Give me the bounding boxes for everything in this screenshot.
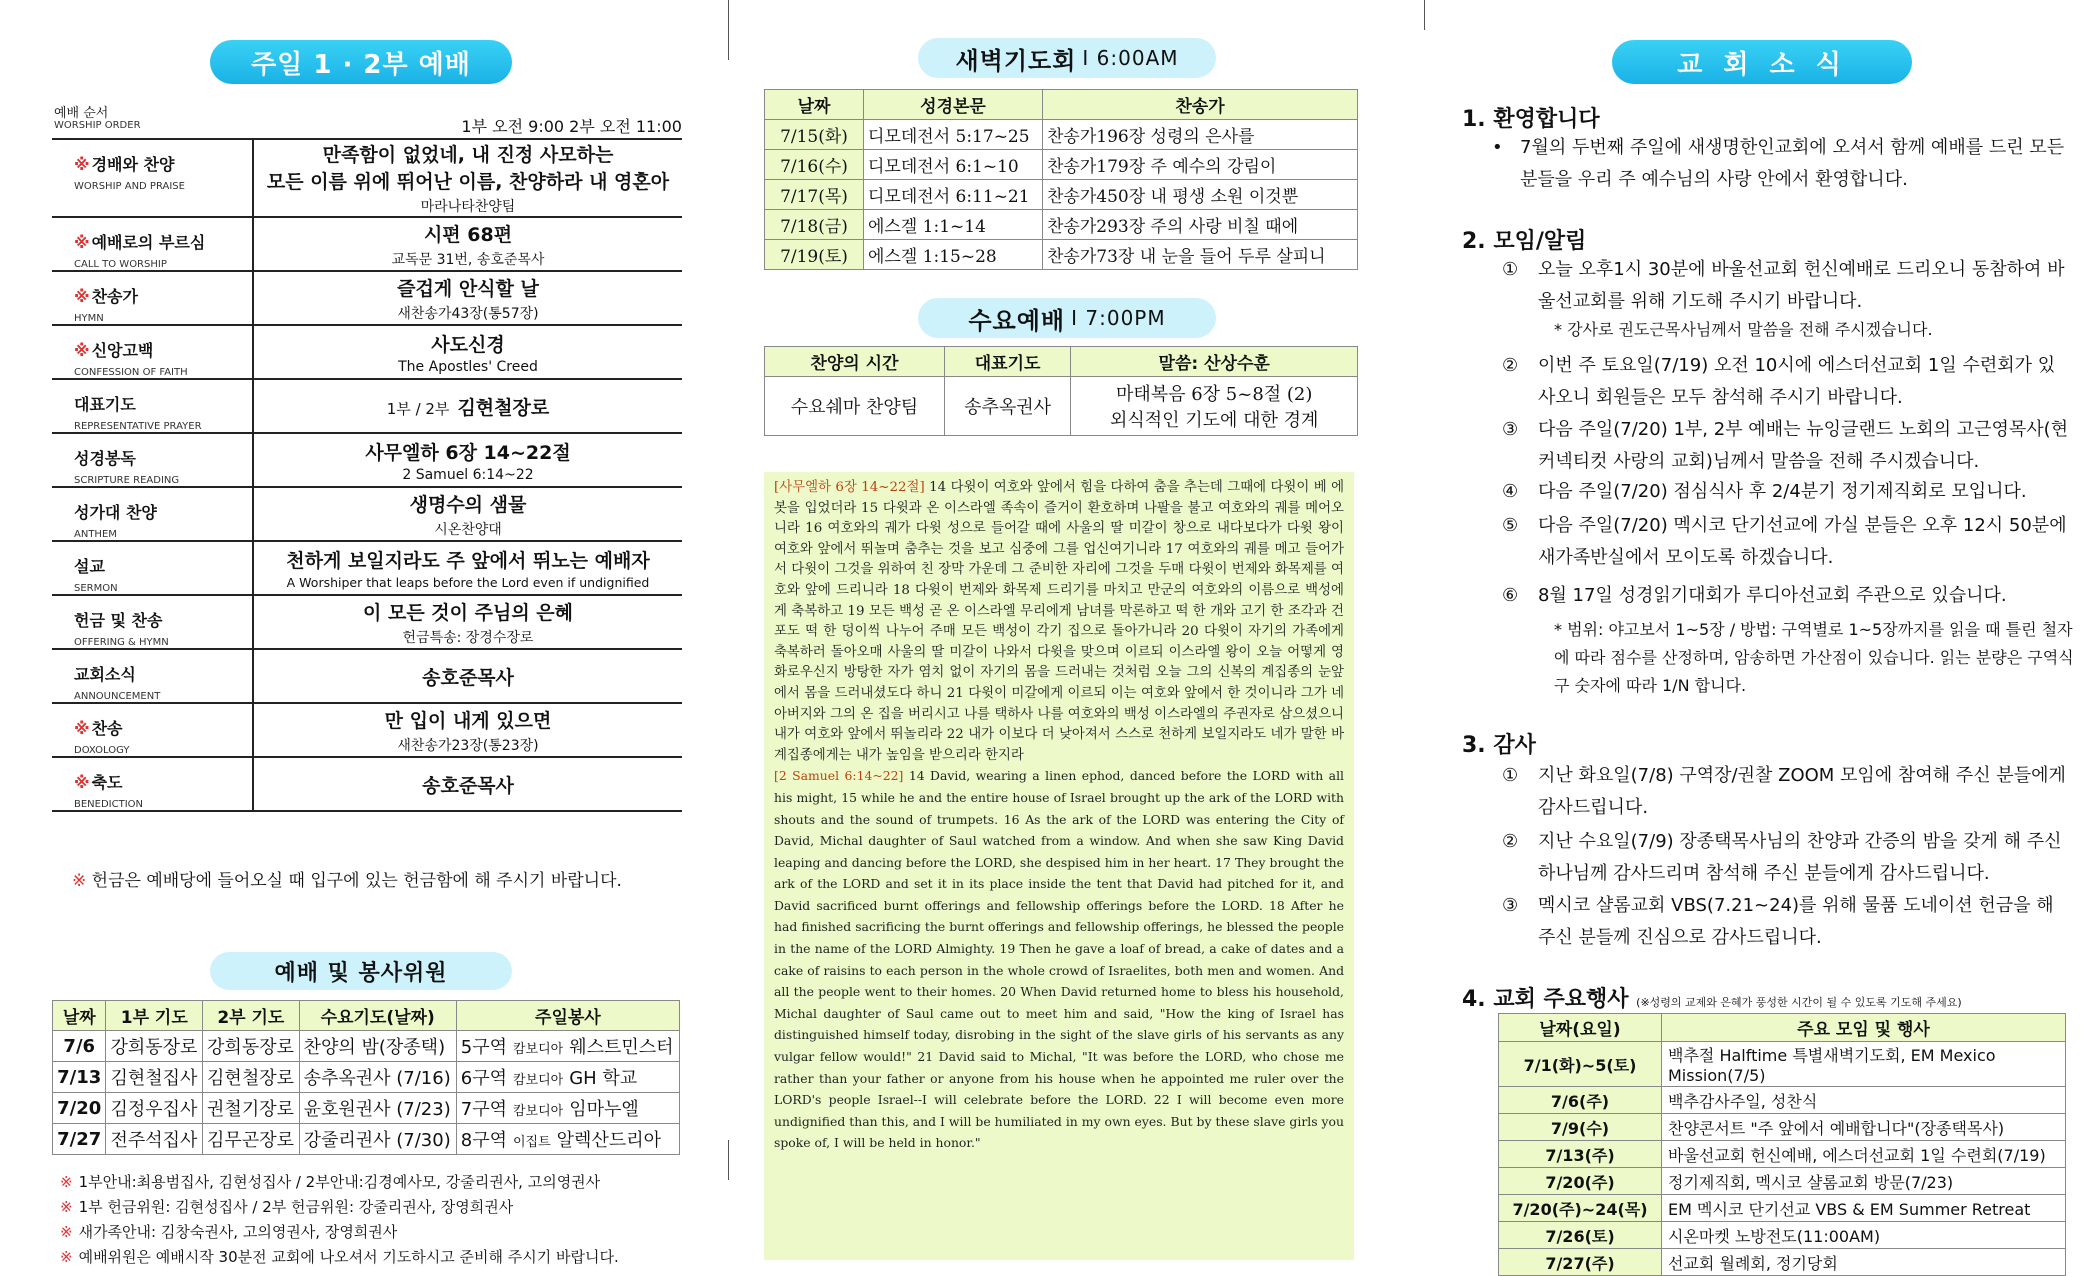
events-row xyxy=(1499,1042,2066,1087)
dawn-header-cell: 날짜 xyxy=(765,90,864,120)
service-duty-cell xyxy=(456,1093,679,1124)
order-label-en: ANNOUNCEMENT xyxy=(74,691,161,702)
service-note-text: 예배위원은 예배시작 30분전 교회에 나오셔서 기도하시고 준비해 주시기 바랍니다. xyxy=(78,1248,619,1266)
event-desc: 선교회 월례회, 정기당회 xyxy=(1662,1249,2066,1276)
numbered-item xyxy=(1502,826,2072,890)
order-label-text: 성경봉독 xyxy=(74,449,136,468)
dawn-cell: 찬송가73장 내 눈을 들어 두루 살피니 xyxy=(1043,240,1358,270)
item-text: 지난 화요일(7/8) 구역장/권찰 ZOOM 모임에 참여해 주신 분들에게 감사드립니다. xyxy=(1538,765,2066,818)
dawn-cell: 7/16(수) xyxy=(765,150,864,180)
order-label xyxy=(52,541,253,595)
wed-sermon-cell xyxy=(1071,377,1358,436)
order-label-en: SCRIPTURE READING xyxy=(74,475,180,486)
order-main xyxy=(254,220,682,247)
order-label xyxy=(52,379,253,433)
item-text: 멕시코 샬롬교회 VBS(7.21~24)를 위해 물품 도네이션 헌금을 해 주신 분들께 진심으로 감사드립니다. xyxy=(1538,895,2054,948)
order-main-text: 만족함이 없었네, 내 진정 사모하는 xyxy=(322,144,614,166)
church-news-column xyxy=(1462,0,2072,1275)
service-cell: 7/13 xyxy=(53,1062,106,1093)
required-star-icon: ※ xyxy=(74,773,90,792)
order-row xyxy=(52,595,682,649)
order-label-ko xyxy=(74,284,252,307)
order-value xyxy=(253,433,682,487)
order-value xyxy=(253,487,682,541)
order-value xyxy=(253,595,682,649)
events-header-cell: 날짜(요일) xyxy=(1499,1014,1662,1042)
item-number: ③ xyxy=(1502,419,1519,440)
wed-header-row xyxy=(765,347,1358,377)
order-label xyxy=(52,139,253,217)
scripture-ref-ko: [사무엘하 6장 14~22절] xyxy=(774,480,925,495)
numbered-item xyxy=(1502,760,2072,824)
order-label-text: 경배와 찬양 xyxy=(91,155,175,174)
scripture-ko: 14 다윗이 여호와 앞에서 힘을 다하여 춤을 추는데 그때에 다윗이 베 에봇을 입었더라 15 다윗과 온 이스라엘 족속이 즐거이 환호하며 나팔을 불고 여호와의 궤를 메어오니라 16 여호와의 궤가 다윗 성으로 들어갈 때에 사울의 딸 미갈이 창으로 내다보다가 다윗 왕이 여호와 앞에서 뛰놀며 춤추는 것을 보고 심중에 그를 업신여기니라 17 여호와의 궤를 메고 들어가서 다윗이 그것을 위하여 친 장막 가운데 그 준비한 자리에 그것을 두매 다윗이 번제와 화목제를 여호와 앞에 드리니라 18 다윗이 번제와 화목제 드리기를 마치고 만군의 여호와의 이름으로 백성에게 축복하고 19 모든 백성 곧 온 이스라엘 무리에게 남녀를 막론하고 떡 한 개와 고기 한 조각과 건포도 떡 한 덩이씩 나누어 주매 모든 백성이 각기 집으로 돌아가니라 20 다윗이 자기의 가족에게 축복하러 돌아오매 사울의 딸 미갈이 나와서 다윗을 맞으며 이르되 이스라엘 왕이 오늘 어떻게 영화로우신지 방탕한 자가 염치 없이 자기의 몸을 드러내는 것처럼 오늘 그의 신복의 계집종의 눈앞에서 몸을 드러내셨도다 하니 21 다윗이 미갈에게 이르되 이는 여호와 앞에서 한 것이니라 그가 네 아버지와 그의 온 집을 버리시고 나를 택하사 나를 여호와의 백성 이스라엘의 주권자로 삼으셨으니 내가 여호와 앞에서 뛰놀리라 22 내가 이보다 더 낮아져서 스스로 천하게 보일지라도 네가 말한 바 계집종에게는 내가 높임을 받으리라 한지라 xyxy=(774,480,1345,763)
note-star-icon: ※ xyxy=(60,1248,73,1266)
order-label-ko xyxy=(74,608,252,631)
service-committee-table xyxy=(52,1000,680,1155)
service-note-text: 1부 헌금위원: 김현성집사 / 2부 헌금위원: 강줄리권사, 장영희권사 xyxy=(78,1198,514,1216)
order-label-en: DOXOLOGY xyxy=(74,745,130,756)
duty-place: 알렉산드리아 xyxy=(556,1130,661,1151)
order-label-ko xyxy=(74,392,252,415)
weekday-worship-column xyxy=(758,0,1375,1275)
dawn-row xyxy=(765,120,1358,150)
order-row xyxy=(52,703,682,757)
required-star-icon: ※ xyxy=(74,719,90,738)
order-sub: A Worshiper that leaps before the Lord even if undignified xyxy=(286,575,650,590)
events-row xyxy=(1499,1114,2066,1141)
required-star-icon: ※ xyxy=(74,287,90,306)
item-number: ⑥ xyxy=(1502,585,1519,606)
offering-note: ※ 헌금은 예배당에 들어오실 때 입구에 있는 헌금함에 해 주시기 바랍니다. xyxy=(72,871,622,891)
order-label-text: 찬송가 xyxy=(91,287,138,306)
duty-place: GH 학교 xyxy=(569,1068,638,1089)
order-label-text: 헌금 및 찬송 xyxy=(74,611,163,630)
order-label xyxy=(52,703,253,757)
order-main-text: 시편 68편 xyxy=(423,223,513,246)
duty-place: 웨스트민스터 xyxy=(569,1037,674,1058)
required-star-icon: ※ xyxy=(74,233,90,252)
order-row xyxy=(52,139,682,217)
event-date: 7/9(수) xyxy=(1499,1114,1662,1141)
order-value xyxy=(253,139,682,217)
order-main xyxy=(254,663,682,690)
order-label-ko xyxy=(74,500,252,523)
wed-header-cell: 대표기도 xyxy=(944,347,1070,377)
order-label-ko xyxy=(74,662,252,685)
order-main xyxy=(254,546,682,573)
item-number: ③ xyxy=(1502,895,1519,916)
scripture-en: 14 David, wearing a linen ephod, danced before the LORD with all his might, 15 while he and the entire house of Israel brought up the ark of the LORD with shouts and the sound of trumpets. 16 As the ark of the LORD was entering the City of David, Michal daughter of Saul watched from a window. And when she saw King David leaping and dancing before the LORD, she despised him in her heart. 17 They brought the ark of the LORD and set it in its place inside the tent that David had pitched for it, and David sacrificed burnt offerings and fellowship offerings before the LORD. 18 After he had finished sacrificing the burnt offerings and fellowship offerings, he blessed the people in the name of the LORD Almighty. 19 Then he gave a loaf of bread, a cake of dates and a cake of raisins to each person in the whole crowd of Israelites, both men and women. And all the people went to their homes. 20 When David returned home to bless his household, Michal daughter of Saul came out to meet him and said, "How the king of Israel has distinguished himself today, disrobing in the sight of the slave girls of his servants as any vulgar fellow would!" 21 David said to Michal, "It was before the LORD, who chose me rather than your father or anyone from his house when he appointed me ruler over the LORD's people Israel--I will celebrate before the LORD. 22 I will become even more undignified than this, and I will be humiliated in my own eyes. But by these slave girls you spoke of, I will be held in honor." xyxy=(774,768,1344,1151)
order-main xyxy=(254,140,682,194)
order-label-en: ANTHEM xyxy=(74,529,117,540)
dawn-cell: 7/19(토) xyxy=(765,240,864,270)
events-row xyxy=(1499,1195,2066,1222)
dawn-prayer-title: 새벽기도회 I 6:00AM xyxy=(918,38,1216,78)
order-main-text: 천하게 보일지라도 주 앞에서 뛰노는 예배자 xyxy=(286,550,650,572)
wed-cell: 송추옥권사 xyxy=(944,377,1070,436)
numbered-item xyxy=(1502,254,2072,318)
wed-header-cell: 찬양의 시간 xyxy=(765,347,945,377)
event-desc: 시온마켓 노방전도(11:00AM) xyxy=(1662,1222,2066,1249)
wed-header-cell: 말씀: 산상수훈 xyxy=(1071,347,1358,377)
service-cell: 김정우집사 xyxy=(106,1093,203,1124)
order-main xyxy=(254,771,682,798)
service-row xyxy=(53,1093,680,1124)
order-label-text: 설교 xyxy=(74,557,105,576)
event-desc: 찬양콘서트 "주 앞에서 예배합니다"(장종택목사) xyxy=(1662,1114,2066,1141)
order-label-en: SERMON xyxy=(74,583,118,594)
sunday-worship-column xyxy=(52,0,682,1275)
item-text: 다음 주일(7/20) 멕시코 단기선교에 가실 분들은 오후 12시 50분에 새가족반실에서 모이도록 하겠습니다. xyxy=(1538,515,2067,568)
order-label-ko xyxy=(74,554,252,577)
order-row xyxy=(52,217,682,271)
speaker-note: * 강사로 권도근목사님께서 말씀을 전해 주시겠습니다. xyxy=(1554,320,1933,339)
dawn-cell: 7/18(금) xyxy=(765,210,864,240)
order-label-ko xyxy=(74,230,252,253)
order-value xyxy=(253,541,682,595)
events-row xyxy=(1499,1087,2066,1114)
column-divider-left-bottom xyxy=(728,1140,729,1180)
duty-district: 5구역 xyxy=(460,1037,507,1058)
service-notes xyxy=(60,1170,700,1270)
event-desc: 백추절 Halftime 특별새벽기도회, EM Mexico Mission(7/5) xyxy=(1662,1042,2066,1087)
duty-district: 7구역 xyxy=(460,1099,507,1120)
order-main-text-2: 모든 이름 위에 뛰어난 이름, 찬양하라 내 영혼아 xyxy=(266,171,670,193)
order-main-text: 사도신경 xyxy=(431,333,505,356)
service-cell: 권철기장로 xyxy=(203,1093,300,1124)
service-header-cell: 날짜 xyxy=(53,1001,106,1031)
order-row xyxy=(52,541,682,595)
order-main-text: 이 모든 것이 주님의 은혜 xyxy=(363,601,573,624)
order-main xyxy=(254,393,682,420)
reading-contest-note: * 범위: 야고보서 1~5장 / 방법: 구역별로 1~5장까지를 읽을 때 틀린 철자에 따라 점수를 산정하며, 암송하면 가산점이 있습니다. 읽는 분량은 구역식구 숫자에 따라 1/N 합니다. xyxy=(1554,620,2074,695)
order-label xyxy=(52,217,253,271)
order-label xyxy=(52,595,253,649)
order-label-en: REPRESENTATIVE PRAYER xyxy=(74,421,202,432)
duty-district: 6구역 xyxy=(460,1068,507,1089)
service-duty-cell xyxy=(456,1031,679,1062)
note-star-icon: ※ xyxy=(72,871,87,891)
dawn-prayer-table xyxy=(764,89,1358,270)
duty-country: 캄보디아 xyxy=(512,1104,564,1119)
order-sub: 교독문 31번, 송호준목사 xyxy=(391,251,545,268)
order-sub: 마라나타찬양팀 xyxy=(420,199,516,215)
service-note xyxy=(60,1220,700,1245)
dawn-cell: 찬송가293장 주의 사랑 비칠 때에 xyxy=(1043,210,1358,240)
service-cell: 윤호원권사 (7/23) xyxy=(299,1093,456,1124)
order-value xyxy=(253,217,682,271)
event-date: 7/13(주) xyxy=(1499,1141,1662,1168)
order-sub: 새찬송가43장(통57장) xyxy=(397,305,539,322)
wed-sermon-title: 외식적인 기도에 대한 경계 xyxy=(1109,410,1319,431)
service-cell: 송추옥권사 (7/16) xyxy=(299,1062,456,1093)
order-main xyxy=(254,438,682,465)
welcome-section-title: 1. 환영합니다 xyxy=(1462,107,1600,132)
order-sub: 헌금특송: 장경수장로 xyxy=(402,629,534,646)
order-label-ko xyxy=(74,446,252,469)
item-number: ① xyxy=(1502,259,1519,280)
event-desc: 바울선교회 헌신예배, 에스더선교회 1일 수련회(7/19) xyxy=(1662,1141,2066,1168)
dawn-row xyxy=(765,150,1358,180)
service-note xyxy=(60,1195,700,1220)
service-cell: 7/6 xyxy=(53,1031,106,1062)
service-times: 1부 오전 9:00 2부 오전 11:00 xyxy=(461,117,682,136)
dawn-header-cell: 성경본문 xyxy=(864,90,1043,120)
dawn-row xyxy=(765,240,1358,270)
order-label-text: 교회소식 xyxy=(74,665,136,684)
numbered-item xyxy=(1502,476,2072,508)
worship-order-header xyxy=(52,100,682,136)
order-row xyxy=(52,757,682,811)
dawn-cell: 에스겔 1:1~14 xyxy=(864,210,1043,240)
required-star-icon: ※ xyxy=(74,155,90,174)
duty-country: 캄보디아 xyxy=(512,1073,564,1088)
order-label xyxy=(52,325,253,379)
service-note-text: 새가족안내: 김창숙권사, 고의영권사, 장영희권사 xyxy=(78,1223,398,1241)
order-main-prefix: 1부 / 2부 xyxy=(386,399,450,418)
service-header-cell: 주일봉사 xyxy=(456,1001,679,1031)
order-label-text: 예배로의 부르심 xyxy=(91,233,206,252)
wed-cell: 수요쉐마 찬양팀 xyxy=(765,377,945,436)
order-label-en: BENEDICTION xyxy=(74,799,144,810)
item-text: 지난 수요일(7/9) 장종택목사님의 찬양과 간증의 밤을 갖게 해 주신 하나님께 감사드리며 참석해 주신 분들에게 감사드립니다. xyxy=(1538,831,2062,884)
order-row xyxy=(52,649,682,703)
events-row xyxy=(1499,1168,2066,1195)
service-cell: 김현철장로 xyxy=(203,1062,300,1093)
worship-order-table xyxy=(52,138,682,812)
order-main xyxy=(254,706,682,733)
dawn-row xyxy=(765,210,1358,240)
service-cell: 7/27 xyxy=(53,1124,106,1155)
order-main-text: 즐겁게 안식할 날 xyxy=(397,277,539,300)
wed-sermon-passage: 마태복음 6장 5~8절 (2) xyxy=(1115,384,1313,405)
required-star-icon: ※ xyxy=(74,341,90,360)
order-label-text: 성가대 찬양 xyxy=(74,503,157,522)
bullet-icon: • xyxy=(1492,137,1503,158)
event-date: 7/6(주) xyxy=(1499,1087,1662,1114)
order-label-text: 신앙고백 xyxy=(91,341,154,360)
duty-country: 캄보디아 xyxy=(512,1042,564,1057)
dawn-header-row xyxy=(765,90,1358,120)
service-cell: 강희동장로 xyxy=(203,1031,300,1062)
service-cell: 찬양의 밤(장종택) xyxy=(299,1031,456,1062)
service-note-text: 1부안내:최용범집사, 김현성집사 / 2부안내:김경예사모, 강줄리권사, 고의영권사 xyxy=(78,1173,601,1191)
order-sub: 새찬송가23장(통23장) xyxy=(397,737,539,754)
order-sub: 2 Samuel 6:14~22 xyxy=(402,466,534,483)
order-label-text: 대표기도 xyxy=(74,395,136,414)
order-label xyxy=(52,271,253,325)
order-sub: The Apostles' Creed xyxy=(398,358,538,375)
order-row xyxy=(52,487,682,541)
item-number: ② xyxy=(1502,831,1519,852)
service-cell: 7/20 xyxy=(53,1093,106,1124)
event-desc: EM 멕시코 단기선교 VBS & EM Summer Retreat xyxy=(1662,1195,2066,1222)
service-cell: 김무곤장로 xyxy=(203,1124,300,1155)
order-main xyxy=(254,598,682,625)
service-cell: 전주석집사 xyxy=(106,1124,203,1155)
dawn-cell: 디모데전서 5:17~25 xyxy=(864,120,1043,150)
service-note xyxy=(60,1245,700,1270)
church-news-title: 교 회 소 식 xyxy=(1612,40,1912,84)
item-number: ⑤ xyxy=(1502,515,1519,536)
service-note xyxy=(60,1170,700,1195)
order-label xyxy=(52,757,253,811)
order-value xyxy=(253,649,682,703)
order-main xyxy=(254,490,682,517)
order-value xyxy=(253,703,682,757)
service-row xyxy=(53,1062,680,1093)
order-label-ko xyxy=(74,338,252,361)
note-star-icon: ※ xyxy=(60,1173,73,1191)
events-table xyxy=(1498,1013,2066,1276)
dawn-row xyxy=(765,180,1358,210)
service-committee-title: 예배 및 봉사위원 xyxy=(210,952,512,990)
order-main-text: 송호준목사 xyxy=(422,666,514,689)
item-text: 다음 주일(7/20) 1부, 2부 예배는 뉴잉글랜드 노회의 고근영목사(현 커넥티컷 사랑의 교회)님께서 말씀을 전해 주시겠습니다. xyxy=(1538,419,2069,472)
event-date: 7/20(주)~24(목) xyxy=(1499,1195,1662,1222)
thanks-section-title: 3. 감사 xyxy=(1462,733,1536,758)
order-label-en: CONFESSION OF FAITH xyxy=(74,367,188,378)
numbered-item xyxy=(1502,414,2072,478)
order-label-ko xyxy=(74,152,252,175)
numbered-item xyxy=(1502,580,2072,612)
numbered-item xyxy=(1502,510,2072,574)
order-row xyxy=(52,271,682,325)
wed-row xyxy=(765,377,1358,436)
note-star-icon: ※ xyxy=(60,1223,73,1241)
event-desc: 정기제직회, 멕시코 샬롬교회 방문(7/23) xyxy=(1662,1168,2066,1195)
event-date: 7/20(주) xyxy=(1499,1168,1662,1195)
order-main-text: 사무엘하 6장 14~22절 xyxy=(365,441,571,464)
order-main-text: 김현철장로 xyxy=(457,396,550,419)
events-note: (※성령의 교제와 은혜가 풍성한 시간이 될 수 있도록 기도해 주세요) xyxy=(1636,996,1962,1009)
order-row xyxy=(52,325,682,379)
order-label xyxy=(52,649,253,703)
dawn-cell: 디모데전서 6:11~21 xyxy=(864,180,1043,210)
service-duty-cell xyxy=(456,1124,679,1155)
duty-district: 8구역 xyxy=(460,1130,507,1151)
scripture-ref-en: [2 Samuel 6:14~22] xyxy=(774,768,904,784)
order-label-en: OFFERING & HYMN xyxy=(74,637,169,648)
order-value xyxy=(253,757,682,811)
order-row xyxy=(52,379,682,433)
order-label-text: 찬송 xyxy=(91,719,123,738)
dawn-cell: 찬송가196장 성령의 은사를 xyxy=(1043,120,1358,150)
column-divider-left xyxy=(728,0,729,60)
service-cell: 김현철집사 xyxy=(106,1062,203,1093)
service-cell: 강줄리권사 (7/30) xyxy=(299,1124,456,1155)
worship-order-label-en: WORSHIP ORDER xyxy=(54,120,141,131)
column-divider-right xyxy=(1424,0,1425,30)
event-date: 7/1(화)~5(토) xyxy=(1499,1042,1662,1087)
duty-country: 이집트 xyxy=(512,1135,551,1150)
order-label-en: HYMN xyxy=(74,313,104,324)
events-header-cell: 주요 모임 및 행사 xyxy=(1662,1014,2066,1042)
events-row xyxy=(1499,1222,2066,1249)
item-number: ① xyxy=(1502,765,1519,786)
numbered-item xyxy=(1502,350,2072,414)
events-row xyxy=(1499,1249,2066,1276)
service-cell: 강희동장로 xyxy=(106,1031,203,1062)
service-header-row xyxy=(53,1001,680,1031)
welcome-item: • 7월의 두번째 주일에 새생명한인교회에 오셔서 함께 예배를 드린 모든 분들을 우리 주 예수님의 사랑 안에서 환영합니다. xyxy=(1492,132,2082,196)
service-header-cell: 1부 기도 xyxy=(106,1001,203,1031)
wednesday-worship-title: 수요예배 I 7:00PM xyxy=(918,298,1216,338)
order-main-text: 만 입이 내게 있으면 xyxy=(384,709,552,732)
order-main xyxy=(254,274,682,301)
meetings-section-title: 2. 모임/알림 xyxy=(1462,229,1587,254)
service-row xyxy=(53,1031,680,1062)
item-text: 이번 주 토요일(7/19) 오전 10시에 에스더선교회 1일 수련회가 있사오니 회원들은 모두 참석해 주시기 바랍니다. xyxy=(1538,355,2056,408)
scripture-text-box xyxy=(764,472,1354,1260)
dawn-cell: 찬송가450장 내 평생 소원 이것뿐 xyxy=(1043,180,1358,210)
dawn-cell: 7/17(목) xyxy=(765,180,864,210)
order-main-text: 생명수의 샘물 xyxy=(409,493,527,516)
duty-place: 임마누엘 xyxy=(569,1099,639,1120)
event-date: 7/27(주) xyxy=(1499,1249,1662,1276)
events-header-row xyxy=(1499,1014,2066,1042)
dawn-cell: 7/15(화) xyxy=(765,120,864,150)
order-sub: 시온찬양대 xyxy=(434,521,502,538)
order-label-text: 축도 xyxy=(91,773,123,792)
order-label-en: WORSHIP AND PRAISE xyxy=(74,181,185,192)
item-text: 8월 17일 성경읽기대회가 루디아선교회 주관으로 있습니다. xyxy=(1538,585,2007,606)
service-row xyxy=(53,1124,680,1155)
numbered-item xyxy=(1502,890,2072,954)
events-section-title: 4. 교회 주요행사 (※성령의 교제와 은혜가 풍성한 시간이 될 수 있도록 기도해 주세요) xyxy=(1462,987,1962,1012)
wednesday-worship-table xyxy=(764,346,1358,436)
order-label-ko xyxy=(74,716,252,739)
item-text: 다음 주일(7/20) 점심식사 후 2/4분기 정기제직회로 모입니다. xyxy=(1538,481,2027,502)
item-number: ② xyxy=(1502,355,1519,376)
order-label xyxy=(52,433,253,487)
event-desc: 백추감사주일, 성찬식 xyxy=(1662,1087,2066,1114)
event-date: 7/26(토) xyxy=(1499,1222,1662,1249)
service-header-cell: 수요기도(날짜) xyxy=(299,1001,456,1031)
order-label xyxy=(52,487,253,541)
order-main-text: 송호준목사 xyxy=(422,774,514,797)
events-row xyxy=(1499,1141,2066,1168)
dawn-cell: 에스겔 1:15~28 xyxy=(864,240,1043,270)
order-value xyxy=(253,325,682,379)
order-value xyxy=(253,379,682,433)
order-label-en: CALL TO WORSHIP xyxy=(74,259,167,270)
order-label-ko xyxy=(74,770,252,793)
item-text: 오늘 오후1시 30분에 바울선교회 헌신예배로 드리오니 동참하여 바울선교회를 위해 기도해 주시기 바랍니다. xyxy=(1538,259,2065,312)
order-value xyxy=(253,271,682,325)
worship-order-label: 예배 순서 xyxy=(54,106,109,121)
sunday-worship-title: 주일 1 · 2부 예배 xyxy=(210,40,512,84)
dawn-cell: 디모데전서 6:1~10 xyxy=(864,150,1043,180)
item-number: ④ xyxy=(1502,481,1519,502)
order-row xyxy=(52,433,682,487)
order-main xyxy=(254,330,682,357)
dawn-cell: 찬송가179장 주 예수의 강림이 xyxy=(1043,150,1358,180)
dawn-header-cell: 찬송가 xyxy=(1043,90,1358,120)
service-header-cell: 2부 기도 xyxy=(203,1001,300,1031)
note-star-icon: ※ xyxy=(60,1198,73,1216)
service-duty-cell xyxy=(456,1062,679,1093)
